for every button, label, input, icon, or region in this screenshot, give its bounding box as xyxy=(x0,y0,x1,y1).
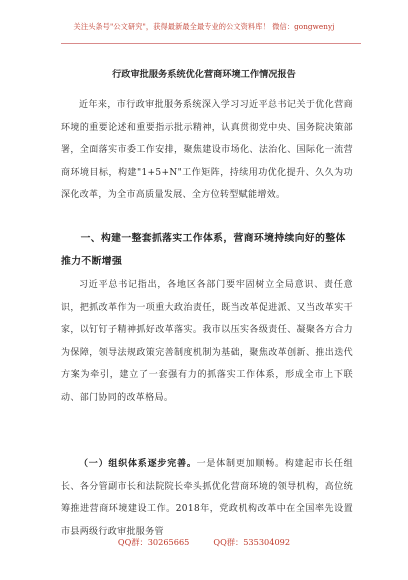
paragraph-section-1: 习近平总书记指出，各地区各部门要牢固树立全局意识、责任意识，把抓改革作为一项重大政治责任，既当改革促进派、又当改革实干家，以钉钉子精神抓好改革落实。我市以压实各级责任、凝聚各方合力为保障，领导法规政策完善制度机制为基础，聚焦改革创新、推出迭代方案为牵引，建立了一套强有力的抓落实工作体系，形成全市上下联动、部门协同的改革格局。 xyxy=(61,280,353,403)
paragraph-subsection-1 xyxy=(61,453,353,543)
footer-qq-group-2: QQ群：535304092 xyxy=(213,537,291,547)
subsection-1-text: 一是体制更加顺畅。构建起市长任组长、各分管副市长和法院院长牵头抓优化营商环境的领导机构，高位统筹推进营商环境建设工作。2018年，党政机构改革中在全国率先设置市县两级行政审批服务管 xyxy=(61,459,353,537)
document-title: 行政审批服务系统优化营商环境工作情况报告 xyxy=(112,69,296,80)
paragraph-intro: 近年来，市行政审批服务系统深入学习习近平总书记关于优化营商环境的重要论述和重要指示批示精神，认真贯彻党中央、国务院决策部署，全面落实市委工作安排，聚焦建设市场化、法治化、国际化一流营商环境目标，构建"1+5+N"工作矩阵，持续用功优化提升、久久为功深化改革，为全市高质量发展、全方位转型赋能增效。 xyxy=(61,100,353,200)
footer xyxy=(0,537,408,548)
top-banner: 关注头条号"公文研究"，获得最新最全最专业的公文资料库！ 微信：gongwenyj xyxy=(73,22,335,31)
subsection-heading-1: （一）组织体系逐步完善。 xyxy=(79,459,197,469)
section-heading-1: 一、构建一整套抓落实工作体系，营商环境持续向好的整体推力不断增强 xyxy=(61,233,346,267)
footer-qq-group-1: QQ群：30265665 xyxy=(117,537,190,547)
top-divider xyxy=(61,43,361,44)
